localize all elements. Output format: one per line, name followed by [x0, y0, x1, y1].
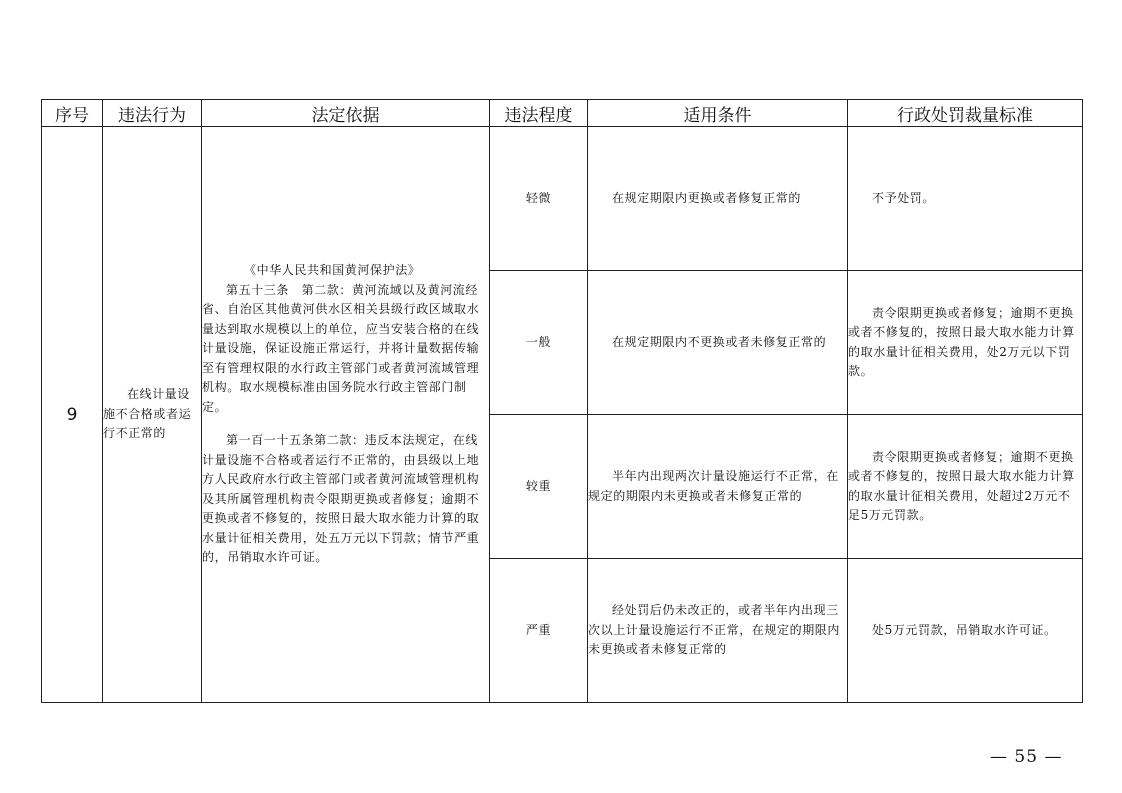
- standard-cell: [848, 127, 1083, 271]
- header-seq: 序号: [42, 100, 103, 127]
- condition-text: 在规定期限内不更换或者未修复正常的: [612, 334, 827, 349]
- condition-text: 半年内出现两次计量设施运行不正常，在规定的期限内未更换或者未修复正常的: [588, 469, 839, 503]
- legal-basis-cell: [202, 127, 490, 703]
- header-basis: 法定依据: [202, 100, 490, 127]
- basis-paragraph-2: 第一百一十五条第二款：违反本法规定，在线计量设施不合格或者运行不正常的，由县级以上地方人民政府水行政主管部门或者黄河流域管理机构及其所属管理机构责令限期更换或者修复；逾期不更换或者不修复的，按照日最大取水能力计算的取水量计征相关费用，处五万元以下罚款；情节严重的，吊销取水许可证。: [202, 433, 480, 565]
- basis-paragraph-1: 第五十三条 第二款：黄河流域以及黄河流经省、自治区其他黄河供水区相关县级行政区域取水量达到取水规模以上的单位，应当安装合格的在线计量设施，保证设施正常运行，并将计量数据传输至有管理权限的水行政主管部门或者黄河流域管理机构。取水规模标准由国务院水行政主管部门制定。: [202, 282, 480, 414]
- standard-text: 处5万元罚款，吊销取水许可证。: [872, 622, 1057, 637]
- standard-cell: [848, 415, 1083, 559]
- table-header-row: [42, 100, 1083, 127]
- condition-text: 经处罚后仍未改正的，或者半年内出现三次以上计量设施运行不正常，在规定的期限内未更换或者未修复正常的: [588, 603, 841, 657]
- header-standard: 行政处罚裁量标准: [848, 100, 1083, 127]
- header-behavior: 违法行为: [103, 100, 202, 127]
- standard-text: 不予处罚。: [872, 190, 936, 205]
- page-number: — 55 —: [990, 747, 1063, 767]
- standard-cell: [848, 559, 1083, 703]
- degree-cell: 较重: [490, 415, 588, 559]
- behavior-cell: [103, 127, 202, 703]
- degree-cell: 轻微: [490, 127, 588, 271]
- penalty-standard-table: [41, 99, 1083, 703]
- condition-cell: [588, 559, 848, 703]
- standard-text: 责令限期更换或者修复；逾期不更换或者不修复的，按照日最大取水能力计算的取水量计征相关费用，处超过2万元不足5万元罚款。: [848, 449, 1075, 522]
- seq-cell: 9: [42, 127, 103, 703]
- standard-text: 责令限期更换或者修复；逾期不更换或者不修复的，按照日最大取水能力计算的取水量计征相关费用，处2万元以下罚款。: [848, 305, 1075, 378]
- condition-cell: [588, 415, 848, 559]
- standard-cell: [848, 271, 1083, 415]
- header-degree: 违法程度: [490, 100, 588, 127]
- table-row: [42, 127, 1083, 271]
- degree-cell: 严重: [490, 559, 588, 703]
- behavior-text: 在线计量设施不合格或者运行不正常的: [103, 387, 192, 441]
- header-condition: 适用条件: [588, 100, 848, 127]
- condition-cell: [588, 271, 848, 415]
- degree-cell: 一般: [490, 271, 588, 415]
- law-title: 《中华人民共和国黄河保护法》: [244, 263, 421, 278]
- condition-cell: [588, 127, 848, 271]
- condition-text: 在规定期限内更换或者修复正常的: [612, 190, 802, 205]
